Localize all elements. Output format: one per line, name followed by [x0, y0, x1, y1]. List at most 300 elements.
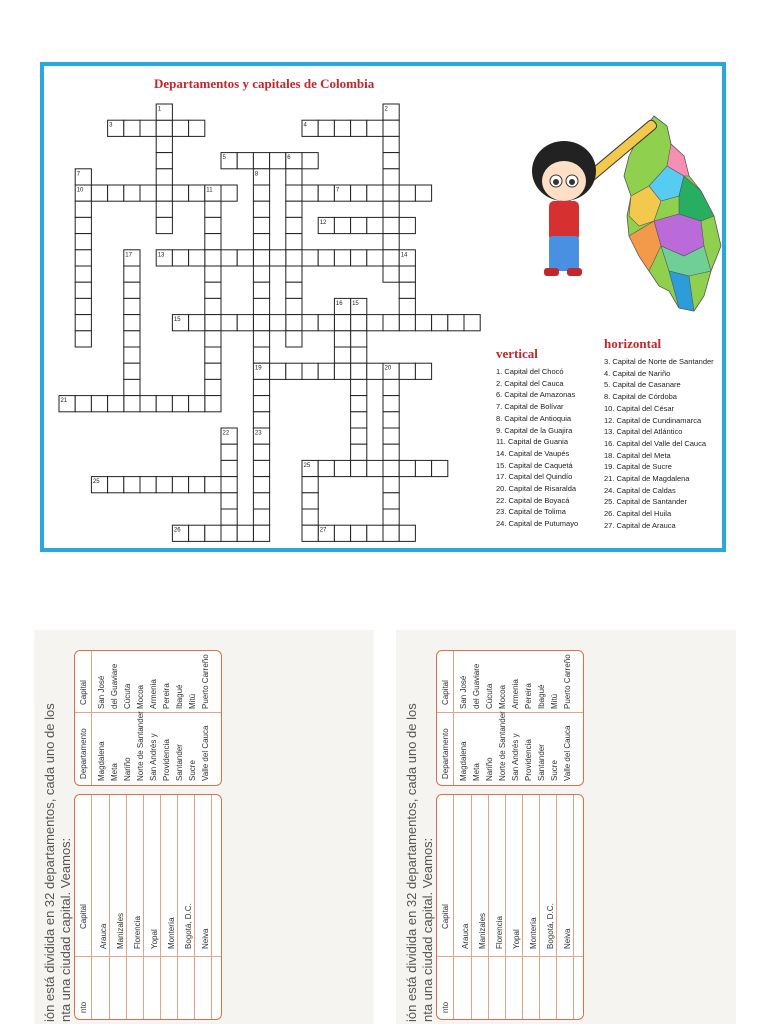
clue-item: 24. Capital de Putumayo [496, 519, 579, 529]
department-cell: San Andrés y [149, 733, 158, 781]
clue-number: 21 [60, 398, 68, 405]
crossword-cell[interactable] [318, 363, 334, 379]
book-page-scan-left [34, 630, 374, 1024]
crossword-cell[interactable] [189, 525, 205, 541]
department-cell: Norte de Santander [136, 711, 145, 781]
crossword-cell[interactable] [189, 396, 205, 412]
crossword-cell[interactable] [383, 234, 399, 250]
crossword-cell[interactable] [383, 217, 399, 233]
crossword-cell[interactable] [75, 266, 91, 282]
crossword-cell[interactable] [156, 120, 172, 136]
crossword-cell[interactable] [140, 396, 156, 412]
crossword-cell[interactable] [221, 444, 237, 460]
crossword-cell[interactable] [399, 460, 415, 476]
crossword-cell[interactable] [189, 120, 205, 136]
department-cell: Meta [472, 763, 481, 781]
clue-item: 8. Capital de Antioquia [496, 413, 572, 423]
crossword-cell[interactable] [124, 379, 140, 395]
crossword-cell[interactable] [383, 412, 399, 428]
crossword-cell[interactable] [253, 234, 269, 250]
capital-cell: Mitú [550, 693, 559, 709]
crossword-cell[interactable] [205, 201, 221, 217]
crossword-cell[interactable] [253, 493, 269, 509]
clue-item: 12. Capital de Cundinamarca [604, 415, 702, 425]
crossword-cell[interactable] [334, 347, 350, 363]
crossword-cell[interactable] [221, 509, 237, 525]
crossword-cell[interactable] [383, 396, 399, 412]
crossword-cell[interactable] [367, 363, 383, 379]
crossword-cell[interactable] [205, 331, 221, 347]
crossword-cell[interactable] [448, 315, 464, 331]
crossword-cell[interactable] [140, 185, 156, 201]
crossword-cell[interactable] [189, 185, 205, 201]
crossword-cell[interactable] [172, 477, 188, 493]
department-cell: Nariño [123, 757, 132, 781]
clue-number: 25 [303, 462, 311, 469]
crossword-cell[interactable] [383, 250, 399, 266]
crossword-poster [40, 62, 726, 552]
department-cell: Valle del Cauca [201, 725, 210, 781]
crossword-cell[interactable] [399, 525, 415, 541]
department-table-left [436, 794, 584, 1020]
crossword-cell[interactable] [334, 525, 350, 541]
crossword-cell[interactable] [286, 217, 302, 233]
crossword-cell[interactable] [351, 250, 367, 266]
crossword-cell[interactable] [253, 331, 269, 347]
clue-number: 23 [254, 430, 262, 437]
crossword-cell[interactable] [351, 185, 367, 201]
crossword-cell[interactable] [124, 315, 140, 331]
crossword-cell[interactable] [351, 315, 367, 331]
puzzle-title: Departamentos y capitales de Colombia [154, 76, 375, 91]
crossword-cell[interactable] [334, 217, 350, 233]
crossword-cell[interactable] [237, 525, 253, 541]
crossword-cell[interactable] [367, 250, 383, 266]
crossword-cell[interactable] [124, 120, 140, 136]
crossword-cell[interactable] [351, 460, 367, 476]
crossword-cell[interactable] [432, 460, 448, 476]
crossword-cell[interactable] [221, 525, 237, 541]
capital-cell: Florencia [133, 916, 142, 949]
clue-number: 17 [125, 252, 132, 259]
crossword-cell[interactable] [334, 363, 350, 379]
crossword-cell[interactable] [334, 331, 350, 347]
crossword-cell[interactable] [75, 298, 91, 314]
crossword-cell[interactable] [415, 315, 431, 331]
crossword-cell[interactable] [156, 217, 172, 233]
crossword-cell[interactable] [75, 315, 91, 331]
crossword-cell[interactable] [156, 169, 172, 185]
capital-cell: Neiva [563, 928, 572, 949]
crossword-cell[interactable] [302, 315, 318, 331]
intro-line-1: ión está dividida en 32 departamentos, cada uno de los [42, 703, 57, 1022]
crossword-cell[interactable] [108, 185, 124, 201]
crossword-cell[interactable] [399, 315, 415, 331]
crossword-cell[interactable] [351, 412, 367, 428]
crossword-cell[interactable] [156, 201, 172, 217]
clue-number: 26 [173, 527, 181, 534]
vertical-clues [496, 346, 578, 530]
crossword-cell[interactable] [351, 347, 367, 363]
clue-item: 4. Capital de Nariño [604, 368, 671, 378]
crossword-cell[interactable] [124, 477, 140, 493]
clue-item: 24. Capital de Caldas [604, 485, 676, 495]
crossword-cell[interactable] [237, 153, 253, 169]
crossword-cell[interactable] [253, 282, 269, 298]
crossword-cell[interactable] [156, 477, 172, 493]
crossword-cell[interactable] [383, 477, 399, 493]
department-table-right [436, 650, 584, 786]
crossword-cell[interactable] [205, 217, 221, 233]
capital-cell: Bogotá, D.C. [184, 903, 193, 949]
horizontal-clues [604, 336, 714, 532]
crossword-cell[interactable] [124, 347, 140, 363]
clue-item: 9. Capital de la Guajira [496, 425, 573, 435]
crossword-cell[interactable] [302, 363, 318, 379]
department-cell: Meta [110, 763, 119, 781]
clue-item: 14. Capital de Vaupés [496, 448, 570, 458]
clue-number: 11 [206, 187, 213, 194]
crossword-cell[interactable] [124, 331, 140, 347]
department-cell: Norte de Santander [498, 711, 507, 781]
clue-item: 20. Capital de Risaralda [496, 484, 577, 494]
crossword-cell[interactable] [383, 120, 399, 136]
crossword-cell[interactable] [334, 315, 350, 331]
table-header-department: Departamento [79, 728, 88, 779]
crossword-cell[interactable] [253, 315, 269, 331]
crossword-cell[interactable] [302, 525, 318, 541]
crossword-cell[interactable] [367, 217, 383, 233]
crossword-cell[interactable] [221, 185, 237, 201]
crossword-cell[interactable] [399, 266, 415, 282]
clue-item: 8. Capital de Córdoba [604, 392, 677, 402]
clue-item: 10. Capital del César [604, 403, 675, 413]
crossword-cell[interactable] [253, 185, 269, 201]
crossword-cell[interactable] [351, 331, 367, 347]
crossword-cell[interactable] [253, 412, 269, 428]
illustration [489, 96, 725, 331]
crossword-cell[interactable] [205, 250, 221, 266]
crossword-cell[interactable] [156, 185, 172, 201]
capital-cell: Arauca [99, 923, 108, 949]
crossword-cell[interactable] [205, 477, 221, 493]
department-cell: Magdalena [459, 741, 468, 781]
capital-cell: Yopal [150, 929, 159, 949]
crossword-cell[interactable] [399, 298, 415, 314]
crossword-cell[interactable] [286, 250, 302, 266]
crossword-grid [44, 66, 484, 546]
crossword-cell[interactable] [318, 250, 334, 266]
crossword-cell[interactable] [383, 201, 399, 217]
crossword-cell[interactable] [367, 315, 383, 331]
crossword-cell[interactable] [253, 217, 269, 233]
clue-number: 10 [76, 187, 84, 194]
crossword-cell[interactable] [156, 153, 172, 169]
crossword-cell[interactable] [140, 477, 156, 493]
department-cell: Sucre [188, 760, 197, 781]
crossword-cell[interactable] [124, 282, 140, 298]
capital-cell: Cúcuta [123, 683, 132, 709]
crossword-cell[interactable] [221, 315, 237, 331]
crossword-cell[interactable] [75, 201, 91, 217]
crossword-cell[interactable] [253, 153, 269, 169]
crossword-cell[interactable] [253, 396, 269, 412]
crossword-cell[interactable] [383, 379, 399, 395]
clue-item: 26. Capital del Huila [604, 509, 672, 519]
crossword-cell[interactable] [318, 120, 334, 136]
crossword-cell[interactable] [205, 396, 221, 412]
clue-item: 17. Capital del Quindío [496, 472, 573, 482]
clue-number: 20 [384, 365, 392, 372]
capital-cell: Ibagué [175, 684, 184, 709]
crossword-cell[interactable] [124, 185, 140, 201]
crossword-cell[interactable] [302, 477, 318, 493]
clue-number: 15 [352, 300, 359, 307]
crossword-cell[interactable] [367, 525, 383, 541]
capital-cell: Cúcuta [485, 683, 494, 709]
crossword-cell[interactable] [286, 234, 302, 250]
capital-cell: del Guaviare [472, 663, 481, 709]
crossword-cell[interactable] [253, 347, 269, 363]
intro-line-2: nta una ciudad capital. Veamos: [420, 837, 435, 1022]
clue-number: 6 [287, 155, 291, 162]
clue-item: 27. Capital de Arauca [604, 520, 676, 530]
department-cell: Valle del Cauca [563, 725, 572, 781]
crossword-cell[interactable] [270, 315, 286, 331]
clue-number: 3 [109, 122, 113, 129]
crossword-cell[interactable] [286, 266, 302, 282]
crossword-cell[interactable] [205, 298, 221, 314]
crossword-cell[interactable] [124, 396, 140, 412]
crossword-cell[interactable] [367, 120, 383, 136]
clue-number: 7 [335, 187, 340, 194]
crossword-cell[interactable] [237, 250, 253, 266]
clue-item: 22. Capital de Boyacá [496, 495, 570, 505]
crossword-cell[interactable] [318, 460, 334, 476]
crossword-cell[interactable] [334, 250, 350, 266]
clue-item: 6. Capital de Amazonas [496, 390, 576, 400]
crossword-cell[interactable] [334, 120, 350, 136]
crossword-cell[interactable] [351, 444, 367, 460]
crossword-cell[interactable] [383, 525, 399, 541]
crossword-cell[interactable] [399, 217, 415, 233]
department-table-left [74, 794, 222, 1020]
crossword-cell[interactable] [237, 315, 253, 331]
table-header-department: nto [79, 1001, 88, 1013]
capital-cell: Armenia [511, 679, 520, 709]
capital-cell: Puerto Carreño [201, 654, 210, 709]
crossword-cell[interactable] [270, 363, 286, 379]
crossword-cell[interactable] [172, 396, 188, 412]
crossword-cell[interactable] [383, 169, 399, 185]
crossword-cell[interactable] [432, 315, 448, 331]
crossword-cell[interactable] [124, 363, 140, 379]
crossword-cell[interactable] [302, 509, 318, 525]
crossword-cell[interactable] [286, 169, 302, 185]
clue-item: 15. Capital de Caquetá [496, 460, 573, 470]
crossword-cell[interactable] [189, 477, 205, 493]
crossword-cell[interactable] [415, 363, 431, 379]
clue-number: 19 [254, 365, 262, 372]
crossword-cell[interactable] [253, 444, 269, 460]
crossword-cell[interactable] [75, 234, 91, 250]
clue-item: 13. Capital del Atlántico [604, 427, 683, 437]
intro-line-1: ión está dividida en 32 departamentos, cada uno de los [404, 703, 419, 1022]
crossword-cell[interactable] [351, 379, 367, 395]
crossword-cell[interactable] [75, 331, 91, 347]
clue-number: 15 [173, 317, 181, 324]
crossword-cell[interactable] [383, 136, 399, 152]
crossword-cell[interactable] [286, 331, 302, 347]
crossword-cell[interactable] [172, 250, 188, 266]
crossword-cell[interactable] [286, 282, 302, 298]
crossword-cell[interactable] [302, 185, 318, 201]
book-page-scan-right [396, 630, 736, 1024]
crossword-cell[interactable] [464, 315, 480, 331]
crossword-cell[interactable] [75, 396, 91, 412]
capital-cell: San José [97, 675, 106, 709]
clue-number: 22 [222, 430, 230, 437]
clue-item: 7. Capital de Bolívar [496, 402, 564, 412]
crossword-cell[interactable] [302, 250, 318, 266]
crossword-cell[interactable] [286, 315, 302, 331]
crossword-cell[interactable] [383, 493, 399, 509]
crossword-cell[interactable] [221, 250, 237, 266]
crossword-cell[interactable] [270, 250, 286, 266]
crossword-cell[interactable] [383, 509, 399, 525]
crossword-cell[interactable] [205, 347, 221, 363]
crossword-cell[interactable] [205, 234, 221, 250]
vertical-heading: vertical [496, 346, 538, 361]
table-header-capital: Capital [441, 680, 450, 705]
crossword-cell[interactable] [415, 185, 431, 201]
crossword-cell[interactable] [286, 201, 302, 217]
capital-cell: San José [459, 675, 468, 709]
capital-cell: Mocoa [498, 684, 507, 709]
crossword-cell[interactable] [253, 460, 269, 476]
clue-number: 7 [76, 171, 81, 178]
crossword-cell[interactable] [253, 201, 269, 217]
table-header-capital: Capital [441, 904, 450, 929]
crossword-cell[interactable] [286, 363, 302, 379]
clue-item: 23. Capital de Tolima [496, 507, 566, 517]
department-cell: San Andrés y [511, 733, 520, 781]
crossword-cell[interactable] [383, 153, 399, 169]
crossword-cell[interactable] [205, 282, 221, 298]
capital-cell: Neiva [201, 928, 210, 949]
crossword-cell[interactable] [253, 298, 269, 314]
clue-item: 21. Capital de Magdalena [604, 474, 690, 484]
crossword-cell[interactable] [221, 460, 237, 476]
crossword-cell[interactable] [172, 185, 188, 201]
crossword-cell[interactable] [383, 185, 399, 201]
crossword-cell[interactable] [221, 493, 237, 509]
crossword-cell[interactable] [205, 315, 221, 331]
crossword-cell[interactable] [253, 477, 269, 493]
crossword-cell[interactable] [367, 185, 383, 201]
department-cell: Nariño [485, 757, 494, 781]
crossword-cell[interactable] [189, 315, 205, 331]
crossword-cell[interactable] [205, 379, 221, 395]
crossword-cell[interactable] [383, 460, 399, 476]
crossword-cell[interactable] [124, 298, 140, 314]
crossword-cell[interactable] [156, 396, 172, 412]
crossword-cell[interactable] [334, 460, 350, 476]
capital-cell: Manizales [116, 912, 125, 949]
crossword-cell[interactable] [318, 185, 334, 201]
department-cell: Providencia [162, 739, 171, 781]
capital-cell: Pereira [524, 683, 533, 709]
crossword-cell[interactable] [75, 217, 91, 233]
capital-cell: Bogotá, D.C. [546, 903, 555, 949]
crossword-cell[interactable] [399, 363, 415, 379]
crossword-cell[interactable] [415, 460, 431, 476]
crossword-cell[interactable] [351, 363, 367, 379]
crossword-cell[interactable] [302, 153, 318, 169]
clue-number: 4 [303, 122, 307, 129]
capital-cell: Montería [167, 917, 176, 949]
crossword-cell[interactable] [108, 396, 124, 412]
crossword-cell[interactable] [205, 266, 221, 282]
crossword-cell[interactable] [75, 250, 91, 266]
crossword-cell[interactable] [91, 185, 107, 201]
crossword-cell[interactable] [140, 120, 156, 136]
crossword-cell[interactable] [189, 250, 205, 266]
crossword-cell[interactable] [253, 379, 269, 395]
crossword-cell[interactable] [286, 298, 302, 314]
crossword-cell[interactable] [75, 282, 91, 298]
crossword-cell[interactable] [383, 444, 399, 460]
crossword-cell[interactable] [351, 120, 367, 136]
crossword-cell[interactable] [383, 428, 399, 444]
crossword-cell[interactable] [383, 266, 399, 282]
crossword-cell[interactable] [124, 266, 140, 282]
capital-cell: Mitú [188, 693, 197, 709]
crossword-cell[interactable] [253, 525, 269, 541]
crossword-cell[interactable] [270, 153, 286, 169]
table-header-department: nto [441, 1001, 450, 1013]
crossword-cell[interactable] [205, 525, 221, 541]
clue-number: 14 [400, 252, 408, 259]
crossword-cell[interactable] [91, 396, 107, 412]
crossword-cell[interactable] [172, 120, 188, 136]
clue-item: 1. Capital del Chocó [496, 367, 564, 376]
crossword-cell[interactable] [253, 509, 269, 525]
crossword-cell[interactable] [399, 185, 415, 201]
capital-cell: Ibagué [537, 684, 546, 709]
crossword-cell[interactable] [156, 136, 172, 152]
clue-number: 16 [335, 300, 343, 307]
crossword-cell[interactable] [399, 282, 415, 298]
crossword-cell[interactable] [253, 250, 269, 266]
crossword-cell[interactable] [221, 477, 237, 493]
clue-item: 2. Capital del Cauca [496, 378, 564, 388]
crossword-cell[interactable] [286, 185, 302, 201]
crossword-cell[interactable] [302, 493, 318, 509]
crossword-cell[interactable] [351, 525, 367, 541]
crossword-cell[interactable] [351, 217, 367, 233]
crossword-cell[interactable] [351, 396, 367, 412]
crossword-cell[interactable] [205, 363, 221, 379]
crossword-cell[interactable] [253, 266, 269, 282]
crossword-cell[interactable] [351, 428, 367, 444]
crossword-cell[interactable] [318, 315, 334, 331]
crossword-cell[interactable] [383, 315, 399, 331]
crossword-cell[interactable] [367, 460, 383, 476]
crossword-cell[interactable] [108, 477, 124, 493]
clue-item: 16. Capital del Valle del Cauca [604, 438, 707, 448]
capital-cell: Armenia [149, 679, 158, 709]
